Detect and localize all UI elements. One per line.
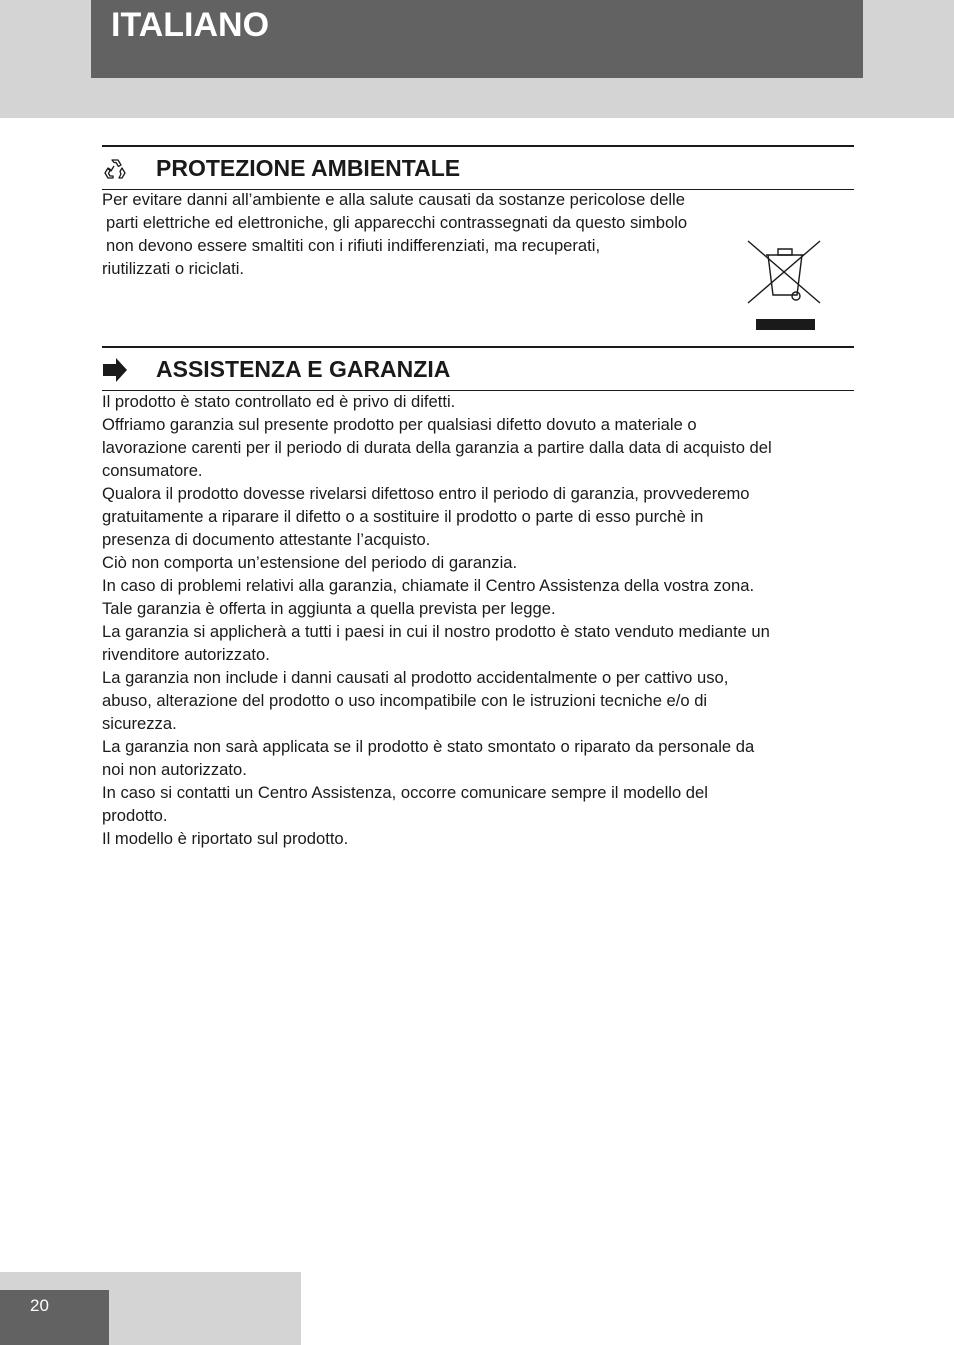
section-header-warranty bbox=[102, 346, 854, 391]
text-line: consumatore. bbox=[102, 461, 203, 480]
text-line: Offriamo garanzia sul presente prodotto per qualsiasi difetto dovuto a materiale o bbox=[102, 415, 697, 434]
text-line: Tale garanzia è offerta in aggiunta a quella prevista per legge. bbox=[102, 599, 556, 618]
section-heading-environment: PROTEZIONE AMBIENTALE bbox=[156, 155, 461, 181]
text-line: Ciò non comporta un’estensione del periodo di garanzia. bbox=[102, 553, 518, 572]
title-bar bbox=[91, 0, 863, 78]
crossed-out-wheelie-bin-icon bbox=[746, 239, 824, 333]
text-line: Per evitare danni all’ambiente e alla salute causati da sostanze pericolose delle bbox=[102, 190, 685, 209]
text-line: La garanzia si applicherà a tutti i paesi in cui il nostro prodotto è stato venduto mediante un bbox=[102, 622, 770, 641]
page-number: 20 bbox=[30, 1296, 49, 1315]
text-line: In caso di problemi relativi alla garanzia, chiamate il Centro Assistenza della vostra zona. bbox=[102, 576, 755, 595]
text-line: La garanzia non include i danni causati al prodotto accidentalmente o per cattivo uso, bbox=[102, 668, 729, 687]
text-line: parti elettriche ed elettroniche, gli apparecchi contrassegnati da questo simbolo bbox=[106, 213, 688, 232]
page-title: ITALIANO bbox=[111, 6, 270, 44]
recycle-icon bbox=[102, 156, 128, 182]
text-line: prodotto. bbox=[102, 806, 168, 825]
text-line: In caso si contatti un Centro Assistenza, occorre comunicare sempre il modello del bbox=[102, 783, 708, 802]
text-line: gratuitamente a riparare il difetto o a sostituire il prodotto o parte di esso purchè in bbox=[102, 507, 704, 526]
text-line: Il modello è riportato sul prodotto. bbox=[102, 829, 349, 848]
warranty-text bbox=[102, 390, 862, 850]
page-number-box bbox=[0, 1290, 109, 1345]
text-line: lavorazione carenti per il periodo di durata della garanzia a partire dalla data di acquisto del bbox=[102, 438, 772, 457]
text-line: riutilizzati o riciclati. bbox=[102, 259, 244, 278]
text-line: abuso, alterazione del prodotto o uso incompatibile con le istruzioni tecniche e/o di bbox=[102, 691, 708, 710]
text-line: rivenditore autorizzato. bbox=[102, 645, 270, 664]
text-line: La garanzia non sarà applicata se il prodotto è stato smontato o riparato da personale da bbox=[102, 737, 755, 756]
text-line: Il prodotto è stato controllato ed è privo di difetti. bbox=[102, 392, 456, 411]
text-line: sicurezza. bbox=[102, 714, 177, 733]
section-heading-warranty: ASSISTENZA E GARANZIA bbox=[156, 356, 451, 382]
arrow-right-icon bbox=[102, 357, 128, 383]
text-line: Qualora il prodotto dovesse rivelarsi difettoso entro il periodo di garanzia, provvederemo bbox=[102, 484, 750, 503]
section-header-environment bbox=[102, 145, 854, 190]
text-line: presenza di documento attestante l’acquisto. bbox=[102, 530, 431, 549]
text-line: non devono essere smaltiti con i rifiuti indifferenziati, ma recuperati, bbox=[106, 236, 601, 255]
text-line: noi non autorizzato. bbox=[102, 760, 247, 779]
